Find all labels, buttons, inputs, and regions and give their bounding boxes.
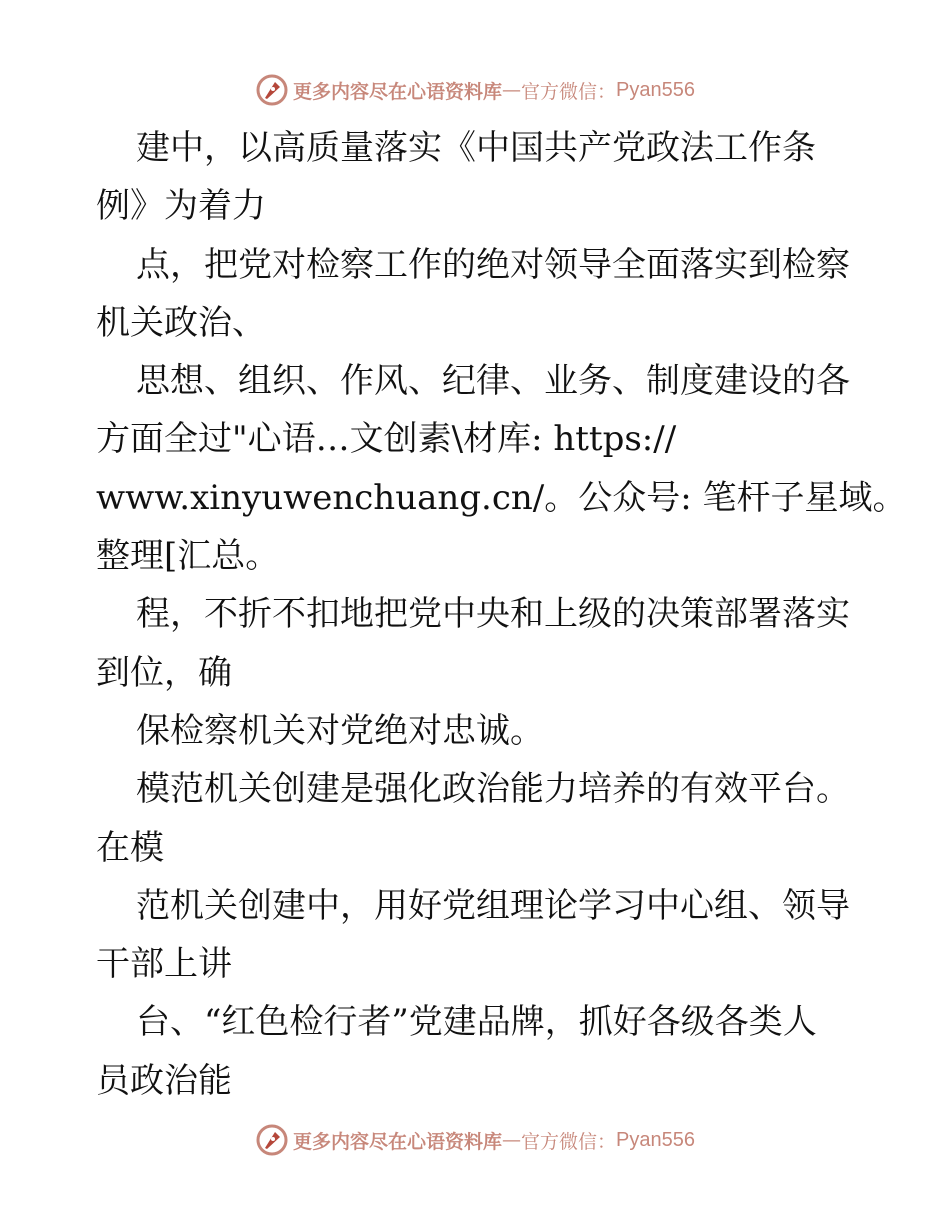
text-line: 机关政治、 — [96, 302, 266, 343]
watermark-separator: — — [502, 79, 522, 101]
text-line: 在模 — [96, 827, 164, 868]
header-watermark — [0, 70, 950, 110]
text-line: 干部上讲 — [96, 944, 232, 985]
text-line: www.xinyuwenchuang.cn/。公众号: 笔杆子星域。 — [96, 477, 907, 518]
text-line: 建中，以高质量落实《中国共产党政法工作条 — [136, 128, 816, 168]
footer-watermark — [0, 1120, 950, 1160]
watermark-account: Pyan556 — [616, 1128, 695, 1151]
text-line: 例》为着力 — [96, 186, 266, 227]
pen-nib-logo-icon — [255, 73, 289, 107]
text-line: 范机关创建中，用好党组理论学习中心组、领导 — [136, 885, 850, 926]
watermark-wechat-label: 官方微信： — [521, 80, 617, 103]
text-line: 到位，确 — [96, 652, 232, 693]
watermark-site: 更多内容尽在心语资料库 — [293, 80, 503, 103]
watermark-separator: — — [502, 1129, 522, 1151]
text-line: 点，把党对检察工作的绝对领导全面落实到检察 — [136, 244, 850, 285]
text-line: 模范机关创建是强化政治能力培养的有效平台。 — [136, 769, 850, 810]
document-body — [96, 119, 907, 1110]
text-line: 员政治能 — [96, 1060, 232, 1101]
text-line: 方面全过"心语…文创素\材库: https:// — [96, 419, 677, 460]
pen-nib-logo-icon — [255, 1123, 289, 1157]
text-line: 思想、组织、作风、纪律、业务、制度建设的各 — [136, 361, 850, 402]
text-line: 台、“红色检行者”党建品牌，抓好各级各类人 — [136, 1002, 817, 1043]
watermark-wechat-label: 官方微信： — [521, 1130, 617, 1153]
watermark-account: Pyan556 — [616, 78, 695, 101]
text-line: 程，不折不扣地把党中央和上级的决策部署落实 — [136, 594, 850, 635]
text-line: 整理[汇总。 — [96, 536, 280, 577]
text-line: 保检察机关对党绝对忠诚。 — [136, 710, 544, 751]
watermark-site: 更多内容尽在心语资料库 — [293, 1130, 503, 1153]
